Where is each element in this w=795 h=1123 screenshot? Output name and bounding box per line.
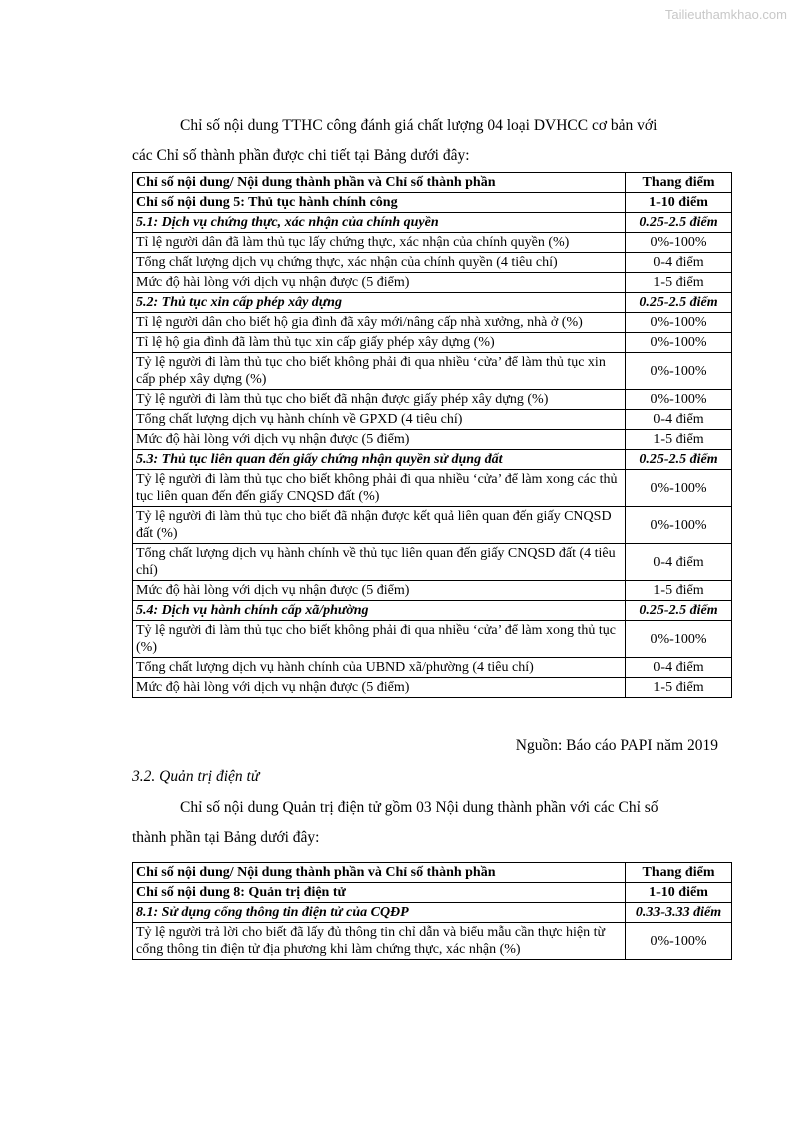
row-label: 5.3: Thủ tục liên quan đến giấy chứng nhận quyền sử dụng đất xyxy=(133,450,626,470)
table-row xyxy=(133,581,732,601)
table-row xyxy=(133,621,732,658)
table-row xyxy=(133,507,732,544)
row-scale: 0.33-3.33 điểm xyxy=(626,903,732,923)
row-label: Tỷ lệ người đi làm thủ tục cho biết không phải đi qua nhiều ‘cửa’ để làm xong các thủ tục liên quan đến đến giấy CNQSD đất (%) xyxy=(133,470,626,507)
source-note: Nguồn: Báo cáo PAPI năm 2019 xyxy=(515,737,718,754)
row-scale: 0.25-2.5 điểm xyxy=(626,601,732,621)
row-scale: 0%-100% xyxy=(626,353,732,390)
intro-paragraph-1-line-1: Chỉ số nội dung TTHC công đánh giá chất lượng 04 loại DVHCC cơ bản với xyxy=(180,117,658,134)
row-scale: 0.25-2.5 điểm xyxy=(626,213,732,233)
row-scale: 0-4 điểm xyxy=(626,658,732,678)
table-header-indicator: Chỉ số nội dung/ Nội dung thành phần và Chỉ số thành phần xyxy=(133,863,626,883)
row-scale: 0%-100% xyxy=(626,233,732,253)
row-scale: 1-10 điểm xyxy=(626,193,732,213)
table-row-subindex-5-4 xyxy=(133,601,732,621)
table-row xyxy=(133,390,732,410)
table-row-subindex-5-1 xyxy=(133,213,732,233)
row-label: Tỷ lệ người trả lời cho biết đã lấy đủ thông tin chỉ dẫn và biểu mẫu cần thực hiện từ cổng thông tin điện tử địa phương khi làm chứng thực, xác nhận (%) xyxy=(133,923,626,960)
table-header-row xyxy=(133,173,732,193)
intro-paragraph-1 xyxy=(132,111,718,171)
row-label: Tỉ lệ hộ gia đình đã làm thủ tục xin cấp giấy phép xây dựng (%) xyxy=(133,333,626,353)
table-row xyxy=(133,233,732,253)
row-label: Chỉ số nội dung 5: Thủ tục hành chính công xyxy=(133,193,626,213)
row-label: 5.1: Dịch vụ chứng thực, xác nhận của chính quyền xyxy=(133,213,626,233)
table-row-index-8 xyxy=(133,883,732,903)
row-label: Tổng chất lượng dịch vụ hành chính về thủ tục liên quan đến giấy CNQSD đất (4 tiêu chí) xyxy=(133,544,626,581)
table-header-row xyxy=(133,863,732,883)
row-scale: 0-4 điểm xyxy=(626,544,732,581)
table-row-subindex-5-3 xyxy=(133,450,732,470)
row-scale: 0-4 điểm xyxy=(626,410,732,430)
row-scale: 0%-100% xyxy=(626,507,732,544)
intro-paragraph-1-line-2: các Chỉ số thành phần được chi tiết tại Bảng dưới đây: xyxy=(132,147,470,164)
row-label: Chỉ số nội dung 8: Quản trị điện tử xyxy=(133,883,626,903)
table-row xyxy=(133,313,732,333)
row-label: Tỷ lệ người đi làm thủ tục cho biết không phải đi qua nhiều ‘cửa’ để làm xong thủ tục (%) xyxy=(133,621,626,658)
table-row xyxy=(133,470,732,507)
row-label: Tỷ lệ người đi làm thủ tục cho biết không phải đi qua nhiều ‘cửa’ để làm thủ tục xin cấp phép xây dựng (%) xyxy=(133,353,626,390)
table-row xyxy=(133,923,732,960)
row-label: Tổng chất lượng dịch vụ hành chính về GPXD (4 tiêu chí) xyxy=(133,410,626,430)
row-scale: 0%-100% xyxy=(626,333,732,353)
row-label: Mức độ hài lòng với dịch vụ nhận được (5 điểm) xyxy=(133,678,626,698)
table-header-scale: Thang điểm xyxy=(626,173,732,193)
row-scale: 0%-100% xyxy=(626,621,732,658)
row-scale: 0.25-2.5 điểm xyxy=(626,293,732,313)
table-row xyxy=(133,333,732,353)
papi-table-e-governance xyxy=(132,862,732,960)
papi-table-tthc xyxy=(132,172,732,698)
row-label: Tỉ lệ người dân cho biết hộ gia đình đã xây mới/nâng cấp nhà xưởng, nhà ở (%) xyxy=(133,313,626,333)
row-label: Mức độ hài lòng với dịch vụ nhận được (5 điểm) xyxy=(133,273,626,293)
section-heading: 3.2. Quản trị điện tử xyxy=(132,768,260,785)
row-scale: 0-4 điểm xyxy=(626,253,732,273)
table-row xyxy=(133,658,732,678)
table-row xyxy=(133,353,732,390)
row-label: 8.1: Sử dụng cổng thông tin điện tử của CQĐP xyxy=(133,903,626,923)
row-label: Mức độ hài lòng với dịch vụ nhận được (5 điểm) xyxy=(133,430,626,450)
row-label: Mức độ hài lòng với dịch vụ nhận được (5 điểm) xyxy=(133,581,626,601)
row-scale: 0%-100% xyxy=(626,390,732,410)
table-row xyxy=(133,430,732,450)
table-row-index-5 xyxy=(133,193,732,213)
table-row-subindex-5-2 xyxy=(133,293,732,313)
row-label: 5.2: Thủ tục xin cấp phép xây dựng xyxy=(133,293,626,313)
table-row xyxy=(133,544,732,581)
row-label: Tỷ lệ người đi làm thủ tục cho biết đã nhận được kết quả liên quan đến giấy CNQSD đất (%) xyxy=(133,507,626,544)
row-label: Tỉ lệ người dân đã làm thủ tục lấy chứng thực, xác nhận của chính quyền (%) xyxy=(133,233,626,253)
row-scale: 1-5 điểm xyxy=(626,430,732,450)
row-scale: 1-5 điểm xyxy=(626,581,732,601)
row-label: Tỷ lệ người đi làm thủ tục cho biết đã nhận được giấy phép xây dựng (%) xyxy=(133,390,626,410)
row-scale: 0%-100% xyxy=(626,470,732,507)
row-scale: 1-5 điểm xyxy=(626,678,732,698)
table-header-scale: Thang điểm xyxy=(626,863,732,883)
table-row xyxy=(133,678,732,698)
intro-paragraph-2-line-1: Chỉ số nội dung Quản trị điện tử gồm 03 Nội dung thành phần với các Chỉ số xyxy=(180,799,659,816)
row-label: Tổng chất lượng dịch vụ hành chính của UBND xã/phường (4 tiêu chí) xyxy=(133,658,626,678)
table-row-subindex-8-1 xyxy=(133,903,732,923)
table-row xyxy=(133,273,732,293)
row-scale: 0%-100% xyxy=(626,923,732,960)
row-scale: 0%-100% xyxy=(626,313,732,333)
intro-paragraph-2-line-2: thành phần tại Bảng dưới đây: xyxy=(132,829,320,846)
row-label: Tổng chất lượng dịch vụ chứng thực, xác nhận của chính quyền (4 tiêu chí) xyxy=(133,253,626,273)
row-scale: 1-5 điểm xyxy=(626,273,732,293)
intro-paragraph-2 xyxy=(132,793,718,853)
table-header-indicator: Chỉ số nội dung/ Nội dung thành phần và Chỉ số thành phần xyxy=(133,173,626,193)
table-row xyxy=(133,410,732,430)
row-scale: 1-10 điểm xyxy=(626,883,732,903)
row-label: 5.4: Dịch vụ hành chính cấp xã/phường xyxy=(133,601,626,621)
row-scale: 0.25-2.5 điểm xyxy=(626,450,732,470)
table-row xyxy=(133,253,732,273)
watermark-text: Tailieuthamkhao.com xyxy=(664,7,787,22)
